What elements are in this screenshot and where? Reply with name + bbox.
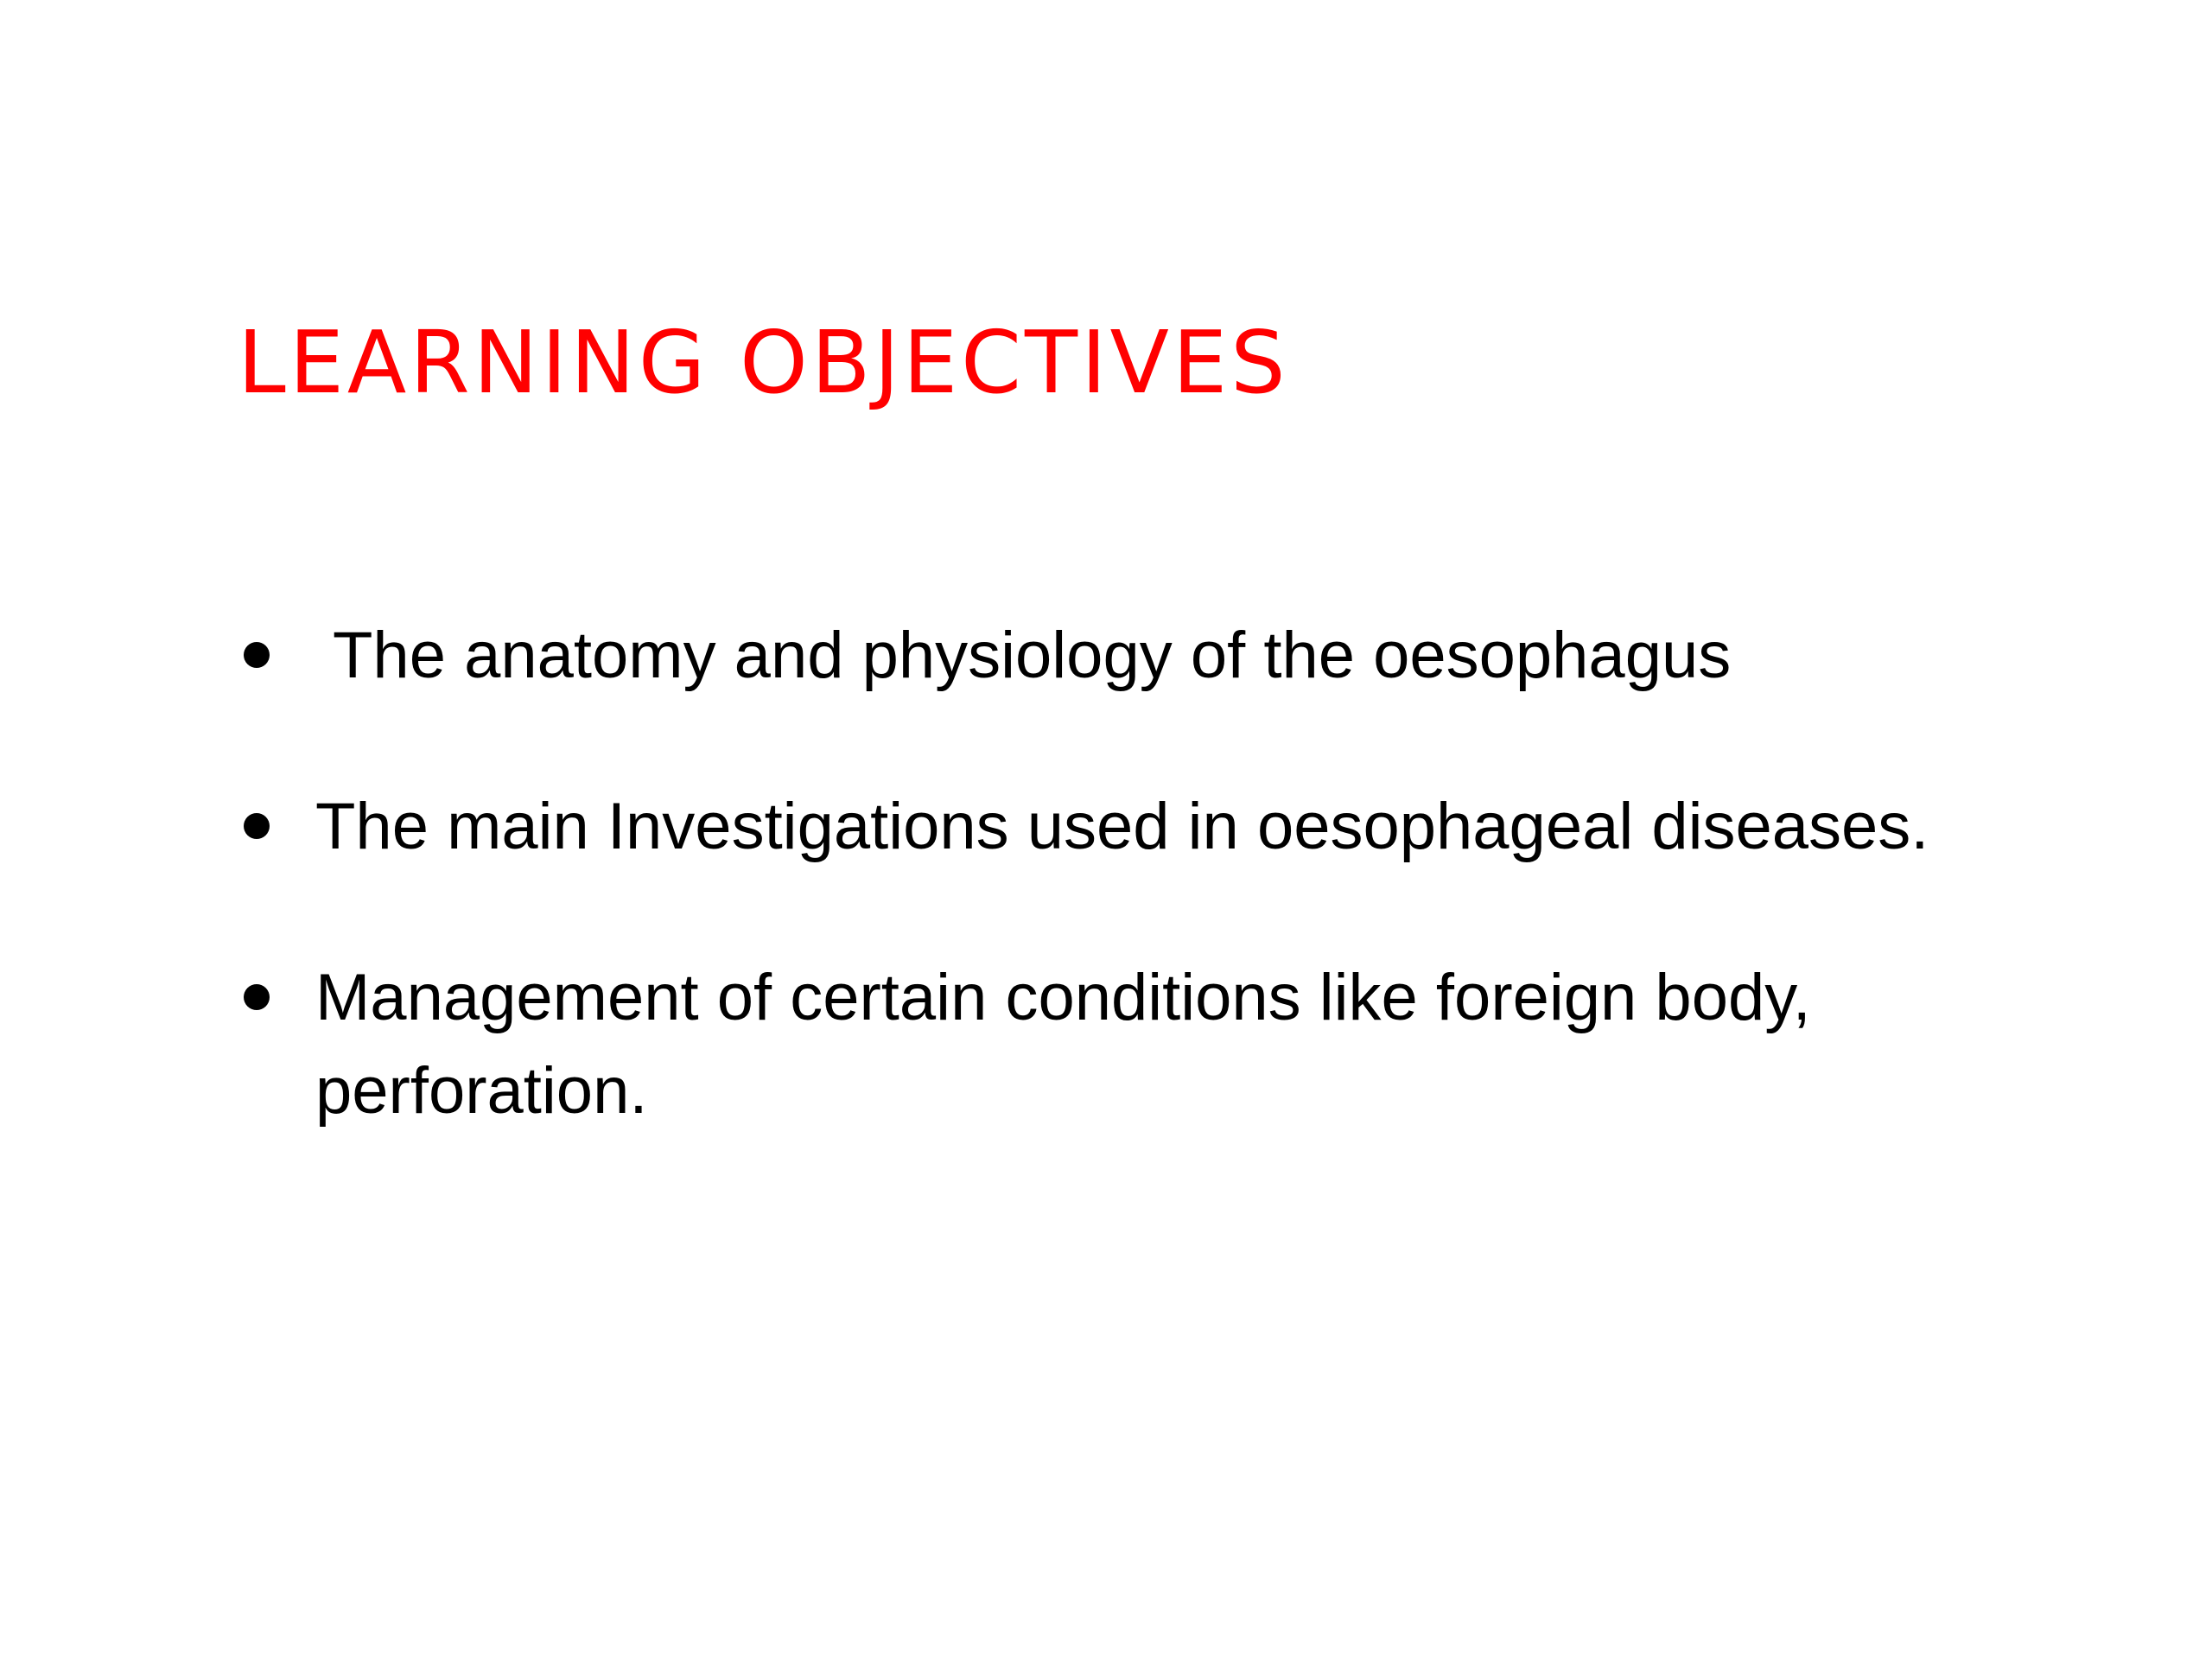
objective-text: The anatomy and physiology of the oesophagus — [333, 619, 1732, 692]
bullet-dot-icon — [244, 642, 270, 668]
list-item — [233, 780, 2091, 874]
list-item — [233, 609, 2091, 702]
objective-text: The main Investigations used in oesophageal diseases. — [315, 790, 1929, 863]
objectives-list — [233, 609, 2091, 1138]
objective-text: Management of certain conditions like foreign body, perforation. — [315, 961, 1811, 1128]
bullet-dot-icon — [244, 984, 270, 1010]
list-item — [233, 951, 2091, 1138]
bullet-dot-icon — [244, 813, 270, 839]
slide-title: LEARNING OBJECTIVES — [238, 312, 1289, 413]
